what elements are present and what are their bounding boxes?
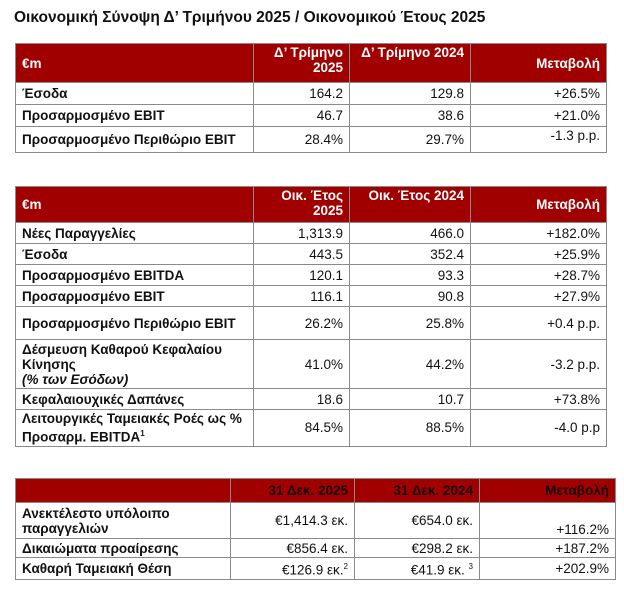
table-header-row	[16, 44, 607, 83]
column-header	[16, 479, 231, 503]
column-header: Δ’ Τρίμηνο 2025	[254, 44, 350, 83]
table-row	[16, 83, 607, 105]
column-header: 31 Δεκ. 2025	[231, 479, 355, 503]
column-header: Μεταβολή	[480, 479, 616, 503]
cell-change: +182.0%	[471, 223, 607, 244]
cell-value: 38.6	[350, 105, 471, 127]
cell-value: 18.6	[254, 389, 350, 410]
cell-value: 129.8	[350, 83, 471, 105]
row-label: Προσαρμοσμένο Περιθώριο EBIT	[16, 307, 254, 340]
cell-value: 1,313.9	[254, 223, 350, 244]
cell-value: 44.2%	[350, 340, 471, 389]
table-row	[16, 307, 607, 340]
table-header-row	[16, 187, 607, 223]
footnote-marker: 3	[468, 562, 473, 571]
page-title: Οικονομική Σύνοψη Δ’ Τριμήνου 2025 / Οικονομικού Έτους 2025	[14, 9, 486, 26]
row-label-note: (% των Εσόδων)	[22, 371, 129, 387]
column-header: Οικ. Έτος 2024	[350, 187, 471, 223]
cell-value-text: €41.9 εκ.	[410, 562, 465, 578]
row-label: Καθαρή Ταμειακή Θέση	[16, 558, 231, 580]
column-header: Δ’ Τρίμηνο 2024	[350, 44, 471, 83]
table-row	[16, 503, 616, 539]
cell-value: 352.4	[350, 244, 471, 265]
table-row	[16, 558, 616, 580]
column-header: Οικ. Έτος 2025	[254, 187, 350, 223]
cell-value: 93.3	[350, 265, 471, 286]
row-label: Προσαρμοσμένο EBIT	[16, 286, 254, 307]
cell-change: +187.2%	[480, 539, 616, 558]
cell-change: -4.0 p.p	[471, 410, 607, 447]
cell-value: 443.5	[254, 244, 350, 265]
row-label: Κεφαλαιουχικές Δαπάνες	[16, 389, 254, 410]
table-header-row	[16, 479, 616, 503]
footnote-marker: 2	[343, 562, 348, 571]
cell-change: +27.9%	[471, 286, 607, 307]
cell-value: 46.7	[254, 105, 350, 127]
table-row	[16, 127, 607, 153]
cell-value: 116.1	[254, 286, 350, 307]
row-label: Έσοδα	[16, 244, 254, 265]
balance-summary-table	[15, 478, 616, 580]
cell-value: 84.5%	[254, 410, 350, 447]
cell-value-text: €126.9 εκ.	[281, 562, 344, 578]
table-row	[16, 265, 607, 286]
cell-value: 90.8	[350, 286, 471, 307]
table-row	[16, 539, 616, 558]
table-row	[16, 389, 607, 410]
row-label: Έσοδα	[16, 83, 254, 105]
cell-change: +25.9%	[471, 244, 607, 265]
table-row	[16, 105, 607, 127]
quarterly-summary-table	[15, 43, 607, 153]
cell-value: 88.5%	[350, 410, 471, 447]
cell-value: €298.2 εκ.	[355, 539, 480, 558]
row-label	[16, 340, 254, 389]
cell-value: 29.7%	[350, 127, 471, 153]
table-row	[16, 286, 607, 307]
cell-value	[231, 558, 355, 580]
row-label: Προσαρμοσμένο Περιθώριο EBIT	[16, 127, 254, 153]
cell-change: +21.0%	[471, 105, 607, 127]
cell-value: 25.8%	[350, 307, 471, 340]
table-row	[16, 244, 607, 265]
cell-value: 164.2	[254, 83, 350, 105]
footnote-marker: 1	[140, 429, 145, 438]
cell-change: +73.8%	[471, 389, 607, 410]
table-row	[16, 410, 607, 447]
annual-summary-table	[15, 186, 607, 447]
column-header: Μεταβολή	[471, 187, 607, 223]
column-header: €m	[16, 44, 254, 83]
cell-value: 28.4%	[254, 127, 350, 153]
cell-value: 41.0%	[254, 340, 350, 389]
row-label: Νέες Παραγγελίες	[16, 223, 254, 244]
column-header: €m	[16, 187, 254, 223]
row-label-text: Λειτουργικές Ταμειακές Ροές ως % Προσαρμ. EBITDA	[22, 411, 242, 445]
cell-value: €1,414.3 εκ.	[231, 503, 355, 539]
row-label: Προσαρμοσμένο EBITDA	[16, 265, 254, 286]
column-header: Μεταβολή	[471, 44, 607, 83]
row-label	[16, 410, 254, 447]
cell-change: +26.5%	[471, 83, 607, 105]
cell-value: €654.0 εκ.	[355, 503, 480, 539]
row-label: Δικαιώματα προαίρεσης	[16, 539, 231, 558]
cell-value: 10.7	[350, 389, 471, 410]
row-label-text: Δέσμευση Καθαρού Κεφαλαίου Κίνησης	[22, 341, 222, 372]
cell-value: 26.2%	[254, 307, 350, 340]
cell-change: +116.2%	[480, 503, 616, 539]
row-label: Προσαρμοσμένο EBIT	[16, 105, 254, 127]
cell-change: +202.9%	[480, 558, 616, 580]
cell-change: -3.2 p.p.	[471, 340, 607, 389]
cell-value	[355, 558, 480, 580]
row-label: Ανεκτέλεστο υπόλοιπο παραγγελιών	[16, 503, 231, 539]
table-row	[16, 223, 607, 244]
cell-change: +28.7%	[471, 265, 607, 286]
cell-change: +0.4 p.p.	[471, 307, 607, 340]
cell-value: €856.4 εκ.	[231, 539, 355, 558]
column-header: 31 Δεκ. 2024	[355, 479, 480, 503]
cell-value: 466.0	[350, 223, 471, 244]
cell-value: 120.1	[254, 265, 350, 286]
cell-change: -1.3 p.p.	[471, 127, 607, 153]
table-row	[16, 340, 607, 389]
